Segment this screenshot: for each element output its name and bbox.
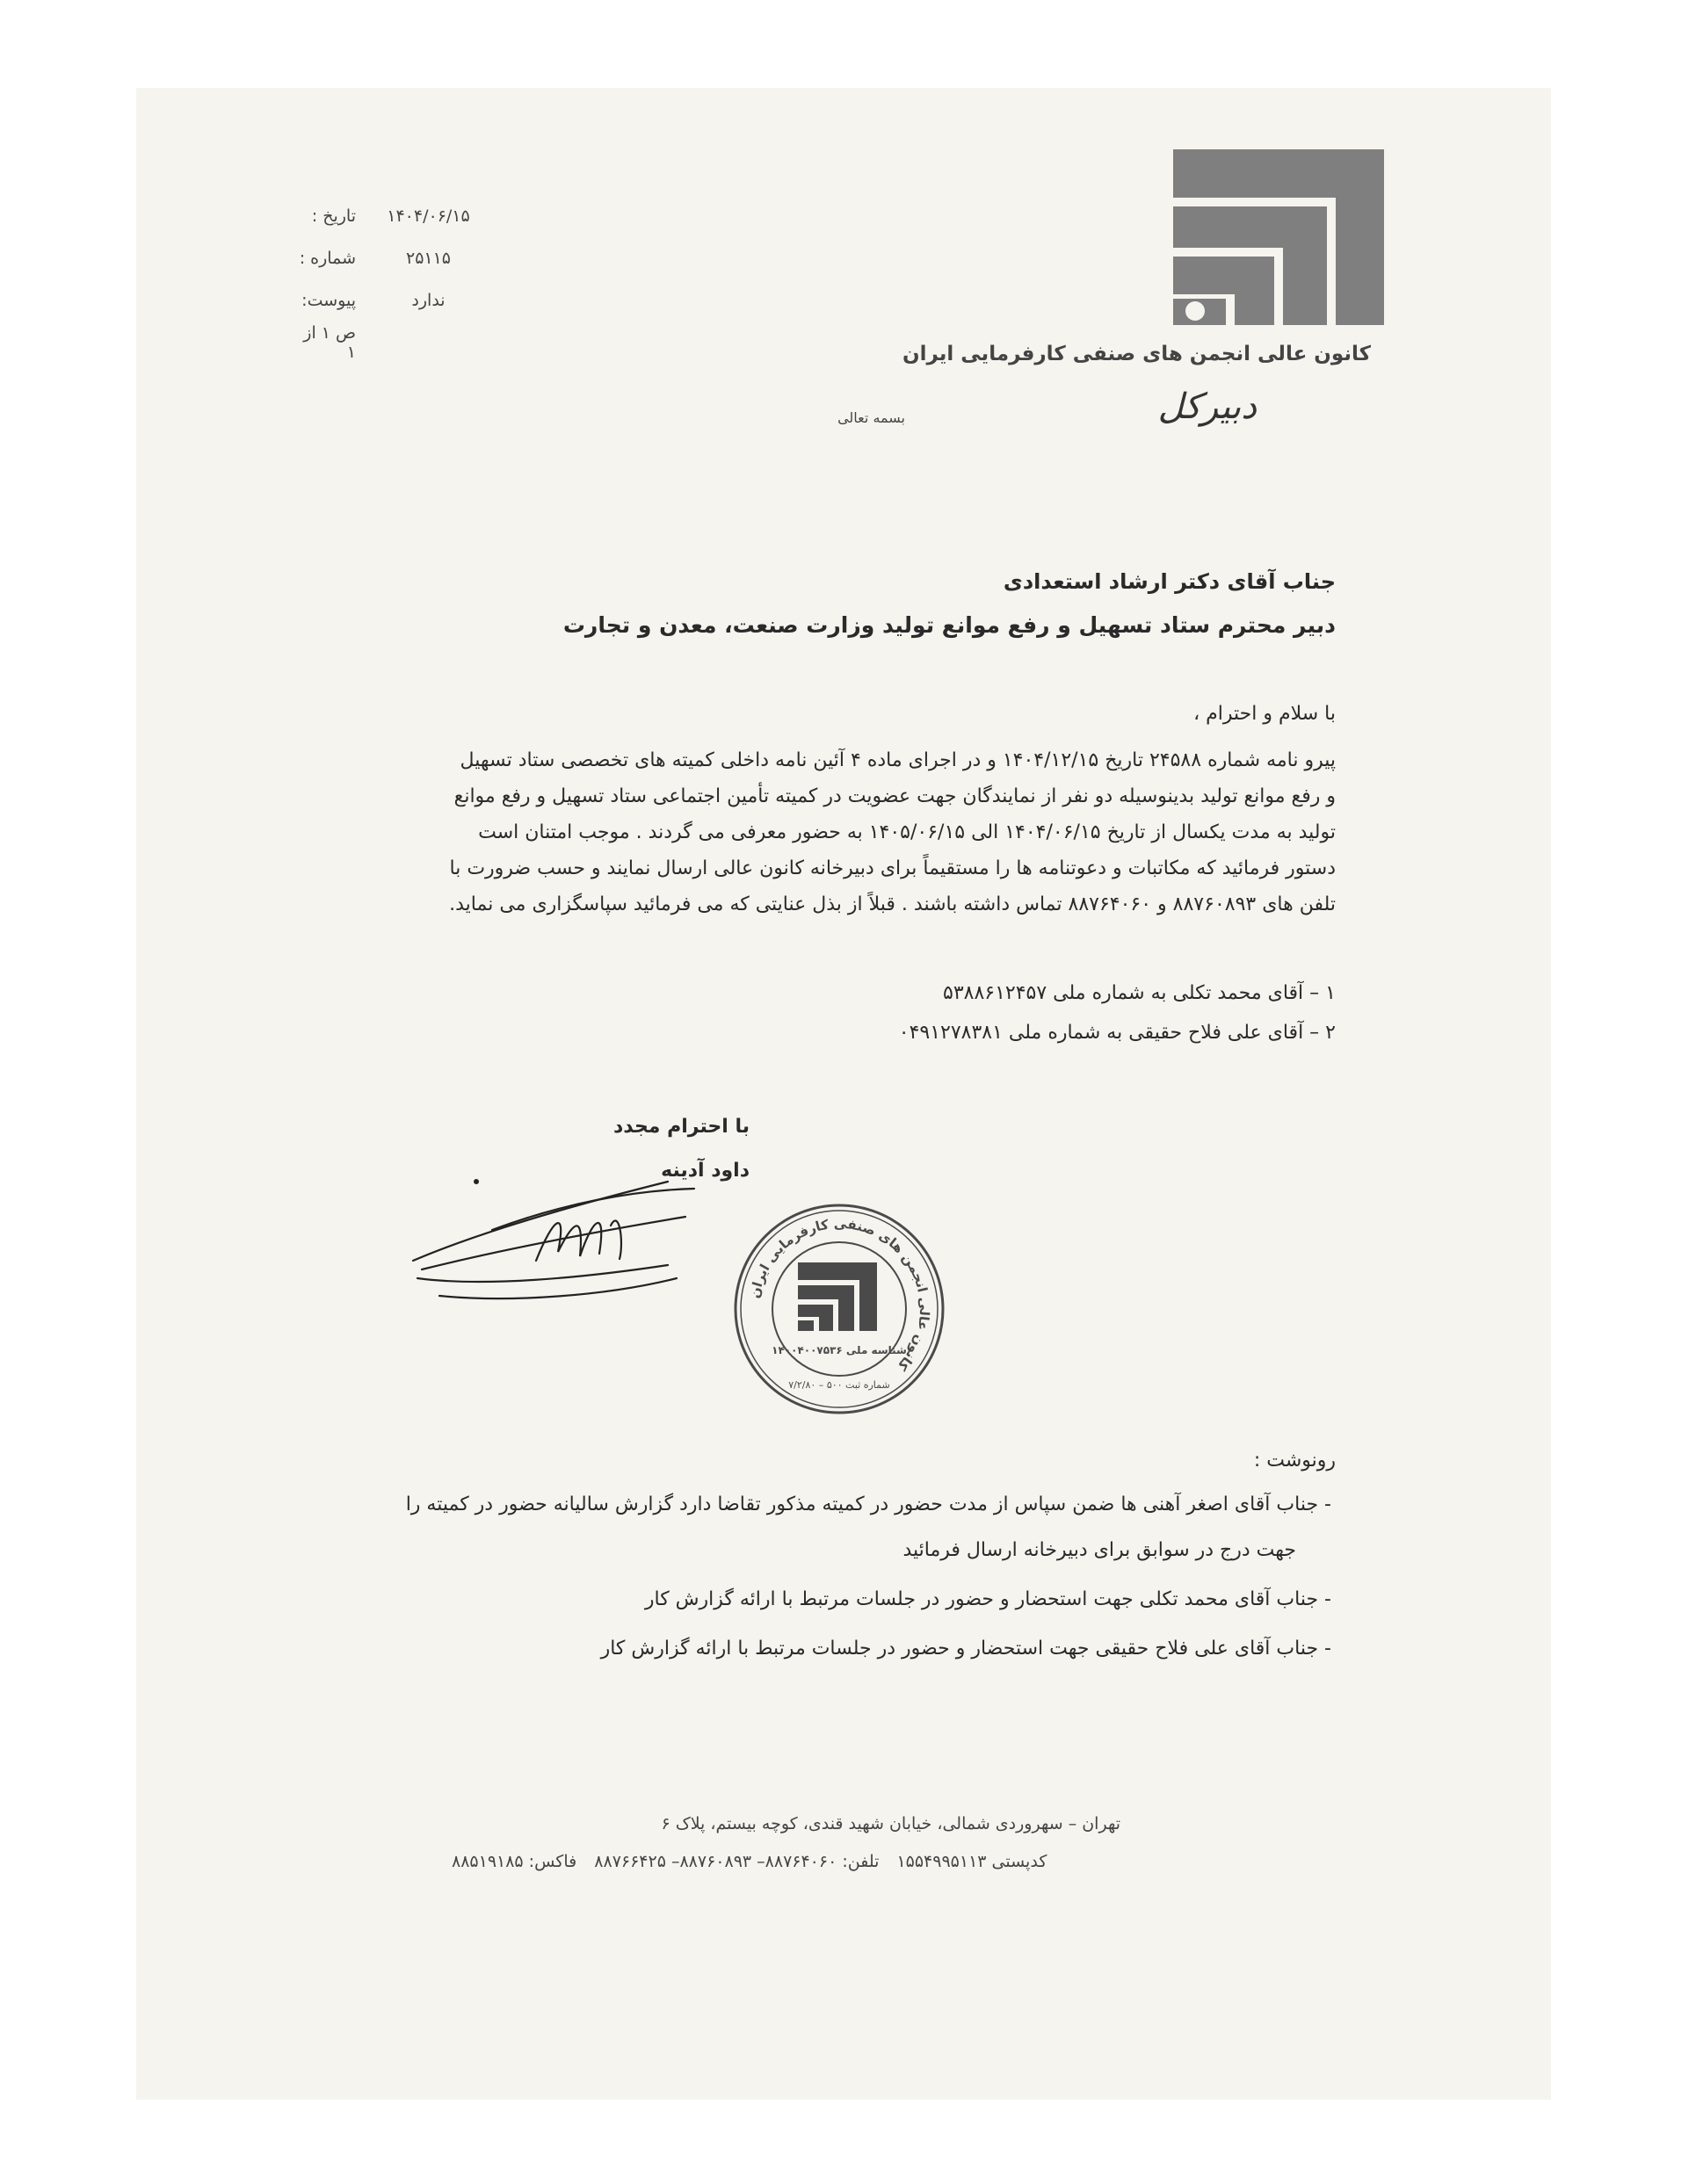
- meta-label: ص ۱ از ۱: [303, 323, 356, 362]
- meta-value: ۲۵۱۱۵: [405, 249, 452, 268]
- meta-value: ندارد: [411, 291, 446, 310]
- member-item: ۱ – آقای محمد تکلی به شماره ملی ۵۳۸۸۶۱۲۴۵۷: [943, 982, 1336, 1004]
- secretary-general-title: دبیرکل: [1157, 387, 1257, 427]
- meta-attachment: [294, 279, 501, 322]
- stamp-ring-text: کانون عالی انجمن های صنفی کارفرمایی ایران: [746, 1215, 933, 1374]
- member-item: ۲ – آقای علی فلاح حقیقی به شماره ملی ۰۴۹۱۲۷۸۳۸۱: [898, 1022, 1336, 1044]
- cc-item-continuation: جهت درج در سوابق برای دبیرخانه ارسال فرمائید: [902, 1539, 1296, 1561]
- body-line: پیرو نامه شماره ۲۴۵۸۸ تاریخ ۱۴۰۴/۱۲/۱۵ و در اجرای ماده ۴ آئین نامه داخلی کمیته های تخصصی ستاد تسهیل: [460, 749, 1336, 771]
- stamp-reg-no: شماره ثبت ۵۰۰ – ۷/۲/۸۰: [788, 1379, 890, 1391]
- meta-label: پیوست:: [301, 291, 356, 310]
- meta-label: تاریخ :: [311, 206, 356, 226]
- footer-fax: فاکس: ۸۸۵۱۹۱۸۵: [452, 1852, 577, 1871]
- cc-item: - جناب آقای علی فلاح حقیقی جهت استحضار و حضور در جلسات مرتبط با ارائه گزارش کار: [600, 1638, 1331, 1660]
- footer-postal: کدپستی ۱۵۵۴۹۹۵۱۱۳: [896, 1852, 1047, 1871]
- meta-number: [294, 237, 501, 279]
- meta-label: شماره :: [299, 249, 356, 268]
- bismillah: بسمه تعالی: [837, 409, 905, 426]
- footer-contact: [439, 1852, 1047, 1871]
- official-stamp: [729, 1199, 949, 1419]
- meta-value: ۱۴۰۴/۰۶/۱۵: [387, 206, 470, 226]
- cc-item: - جناب آقای اصغر آهنی ها ضمن سپاس از مدت حضور در کمیته مذکور تقاضا دارد گزارش سالیانه حضور در کمیته را: [405, 1493, 1331, 1515]
- meta-page: [294, 322, 501, 364]
- letter-meta: [294, 195, 501, 364]
- stamp-national-id: شناسه ملی ۱۴۰۰۴۰۰۷۵۳۶: [772, 1344, 907, 1356]
- organization-logo: [1173, 149, 1384, 325]
- letter-paper: [136, 88, 1551, 2100]
- cc-item: - جناب آقای محمد تکلی جهت استحضار و حضور در جلسات مرتبط با ارائه گزارش کار: [644, 1588, 1331, 1610]
- body-line: دستور فرمائید که مکاتبات و دعوتنامه ها را مستقیماً برای دبیرخانه کانون عالی ارسال نمایند و حسب ضرورت با: [449, 857, 1336, 879]
- recipient-title: دبیر محترم ستاد تسهیل و رفع موانع تولید وزارت صنعت، معدن و تجارت: [562, 612, 1336, 638]
- signature: [404, 1155, 712, 1313]
- body-line: تلفن های ۸۸۷۶۰۸۹۳ و ۸۸۷۶۴۰۶۰ تماس داشته باشند . قبلاً از بذل عنایتی که می فرمائید سپاسگزاری می نماید.: [449, 893, 1336, 915]
- signer-name: داود آدینه: [661, 1160, 750, 1182]
- closing: با احترام مجدد: [612, 1116, 750, 1138]
- footer-address: تهران – سهروردی شمالی، خیابان شهید قندی، کوچه بیستم، پلاک ۶: [661, 1814, 1120, 1833]
- meta-date: [294, 195, 501, 237]
- greeting: با سلام و احترام ،: [1193, 703, 1336, 725]
- body-line: و رفع موانع تولید بدینوسیله دو نفر از نمایندگان جهت عضویت در کمیته تأمین اجتماعی ستاد تسهیل و رفع موانع: [453, 785, 1336, 807]
- organization-name: کانون عالی انجمن های صنفی کارفرمایی ایران: [902, 343, 1371, 365]
- cc-title: رونوشت :: [1253, 1450, 1336, 1472]
- recipient-name: جناب آقای دکتر ارشاد استعدادی: [1003, 569, 1336, 594]
- body-line: تولید به مدت یکسال از تاریخ ۱۴۰۴/۰۶/۱۵ الی ۱۴۰۵/۰۶/۱۵ به حضور معرفی می گردند . موجب امتنان است: [478, 821, 1336, 843]
- footer-phone: تلفن: ۸۸۷۶۴۰۶۰– ۸۸۷۶۰۸۹۳– ۸۸۷۶۶۴۲۵: [594, 1852, 880, 1871]
- letter-body: [360, 742, 1336, 922]
